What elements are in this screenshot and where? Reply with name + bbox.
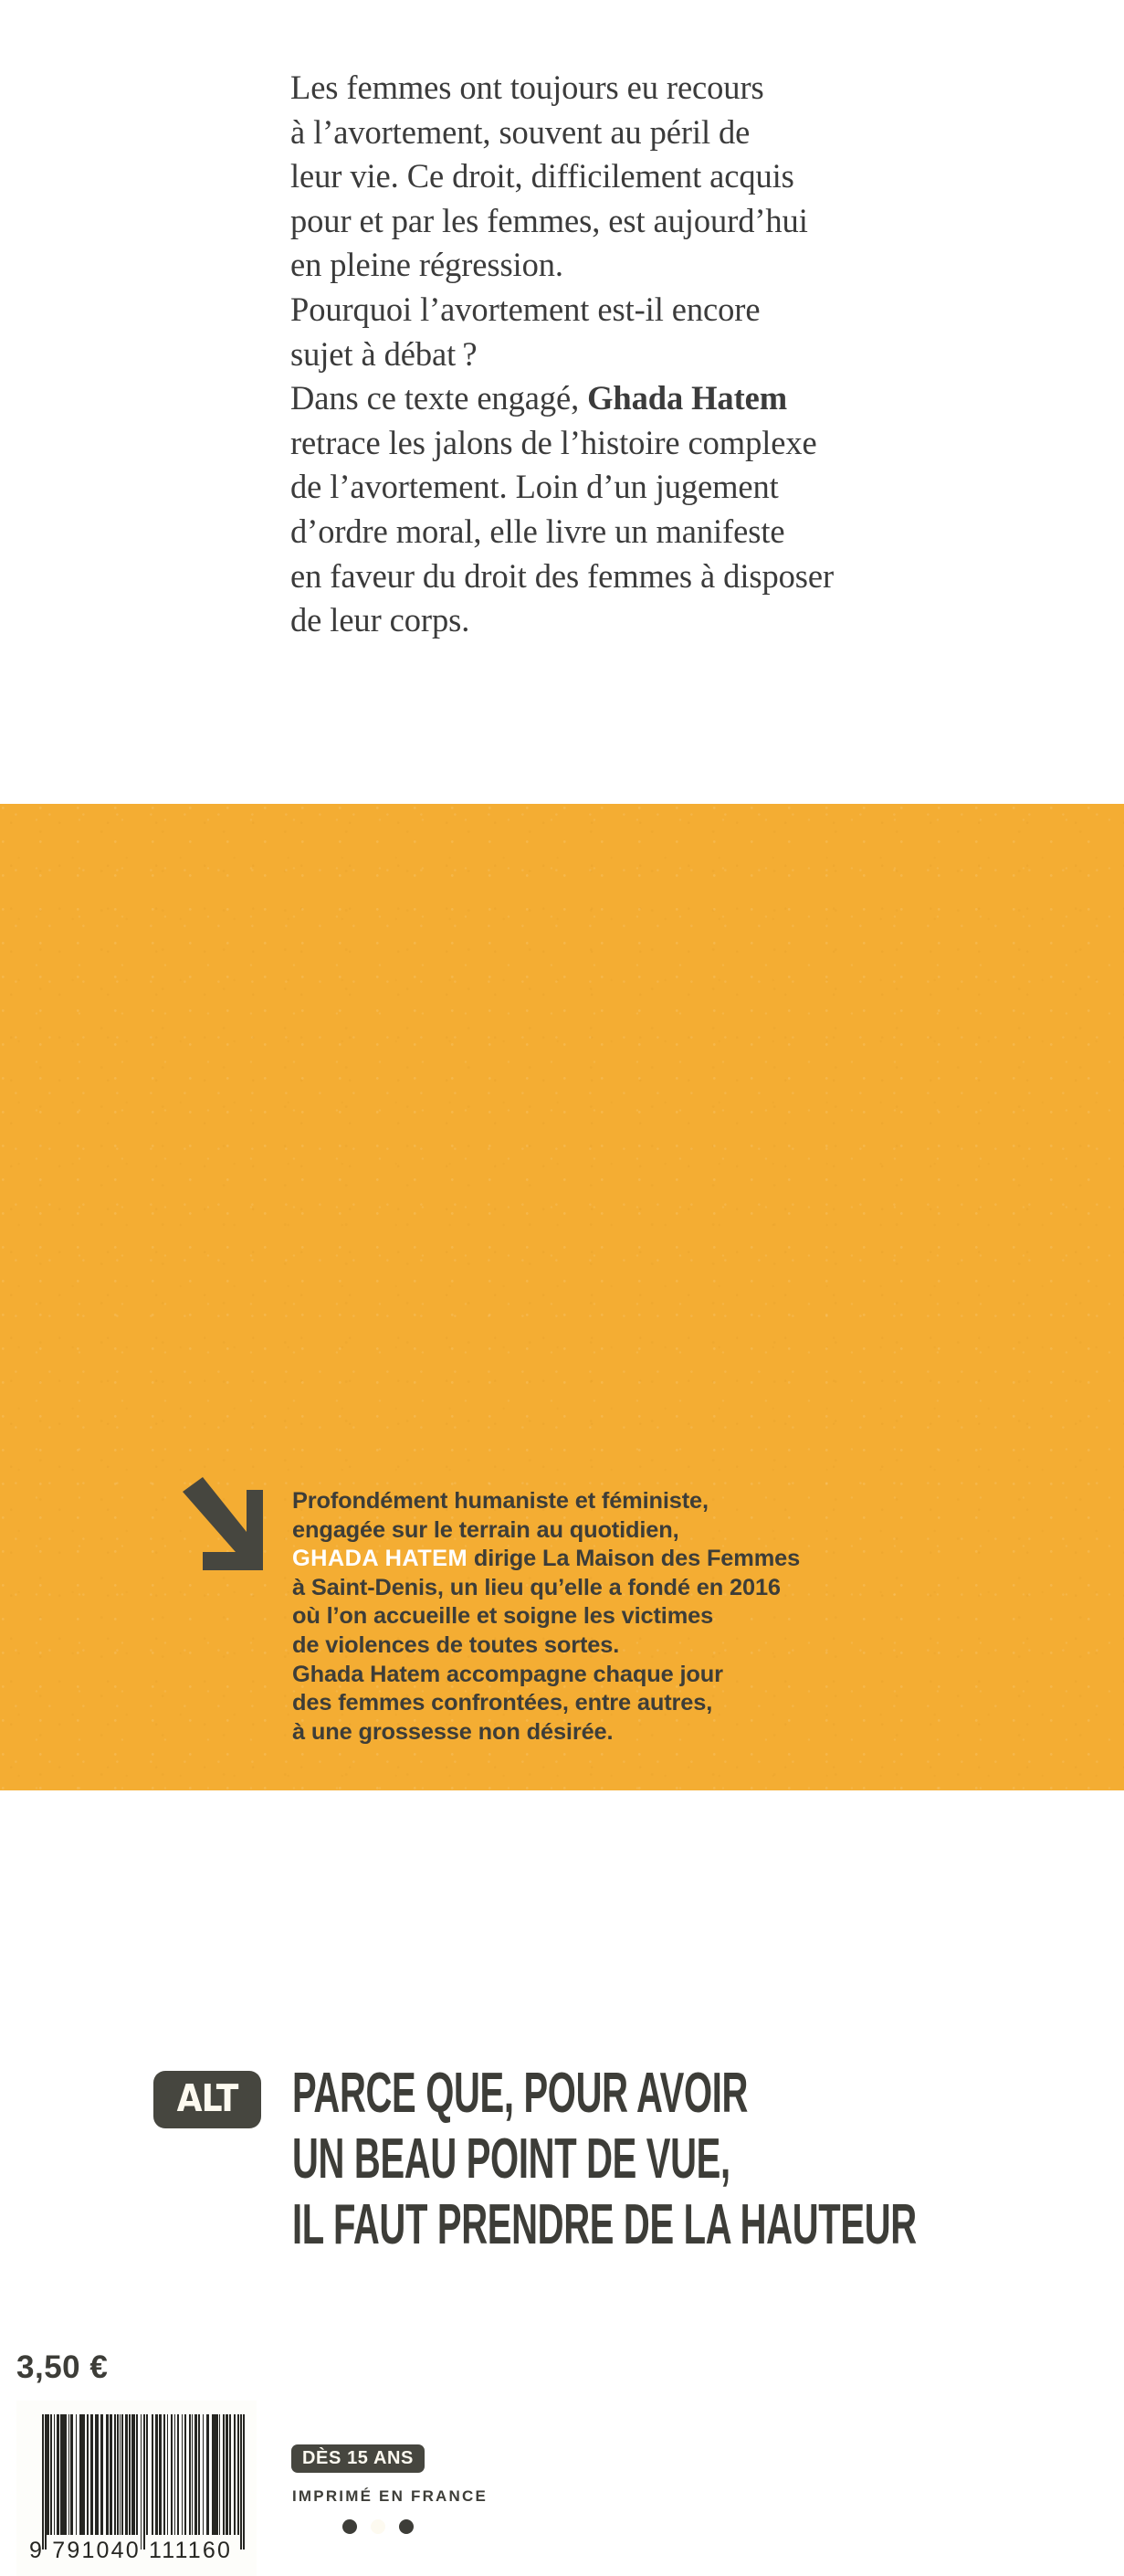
book-blurb [290,66,875,643]
bio-line: de violences de toutes sortes. [292,1631,620,1658]
dot-2 [371,2519,385,2534]
blurb-line-prefix: Dans ce texte engagé, [290,379,588,417]
blurb-section [0,0,1124,804]
price-label: 3,50 € [16,2349,109,2385]
blurb-line: en faveur du droit des femmes à disposer [290,556,835,595]
bio-line-author [292,1545,831,1574]
blurb-line: de leur corps. [290,601,470,639]
bio-line: engagée sur le terrain au quotidien, [292,1516,679,1543]
blurb-line: Les femmes ont toujours eu recours [290,69,764,106]
printed-in-label: IMPRIMÉ EN FRANCE [292,2487,488,2505]
barcode [16,2401,257,2576]
bio-line: Profondément humaniste et féministe, [292,1488,709,1514]
blurb-line: leur vie. Ce droit, difficilement acquis [290,157,794,195]
age-rating-badge [291,2444,425,2473]
slogan-line: UN BEAU POINT DE VUE, [292,2127,730,2191]
blurb-line: pour et par les femmes, est aujourd’hui [290,201,808,239]
bio-line: où l’on accueille et soigne les victimes [292,1603,714,1630]
blurb-line: de l’avortement. Loin d’un jugement [290,468,779,506]
bio-line: à Saint-Denis, un lieu qu’elle a fondé en 2016 [292,1574,781,1600]
blurb-line: à l’avortement, souvent au péril de [290,112,751,151]
barcode-number: 9 791040 111160 [29,2538,233,2563]
slogan-line: PARCE QUE, POUR AVOIR [292,2062,749,2125]
bio-line: Ghada Hatem accompagne chaque jour [292,1661,723,1687]
blurb-line: en pleine régression. [290,246,563,284]
bio-line: à une grossesse non désirée. [292,1718,614,1745]
age-rating-label: DÈS 15 ANS [302,2448,414,2468]
blurb-line: d’ordre moral, elle livre un manifeste [290,512,785,550]
alt-logo-badge [153,2071,261,2128]
dot-3 [399,2519,414,2534]
blurb-line: sujet à débat ? [290,334,478,373]
bio-line-rest: dirige La Maison des Femmes [467,1546,801,1572]
blurb-line-author [290,376,875,421]
blurb-line: retrace les jalons de l’histoire complexe [290,423,817,461]
collection-slogan [292,2061,917,2258]
author-name-inline: Ghada Hatem [587,379,788,417]
barcode-bars [42,2414,245,2535]
author-bio [292,1487,831,1747]
publisher-dots [342,2519,414,2534]
yellow-panel [0,804,1124,2563]
arrow-down-right-icon [179,1475,263,1576]
blurb-line: Pourquoi l’avortement est-il encore [290,290,761,328]
slogan-line: IL FAUT PRENDRE DE LA HAUTEUR [292,2193,917,2256]
alt-logo-label: ALT [176,2076,238,2120]
bio-line: des femmes confrontées, entre autres, [292,1690,713,1716]
author-name-highlight: GHADA HATEM [292,1546,467,1572]
dot-1 [342,2519,357,2534]
